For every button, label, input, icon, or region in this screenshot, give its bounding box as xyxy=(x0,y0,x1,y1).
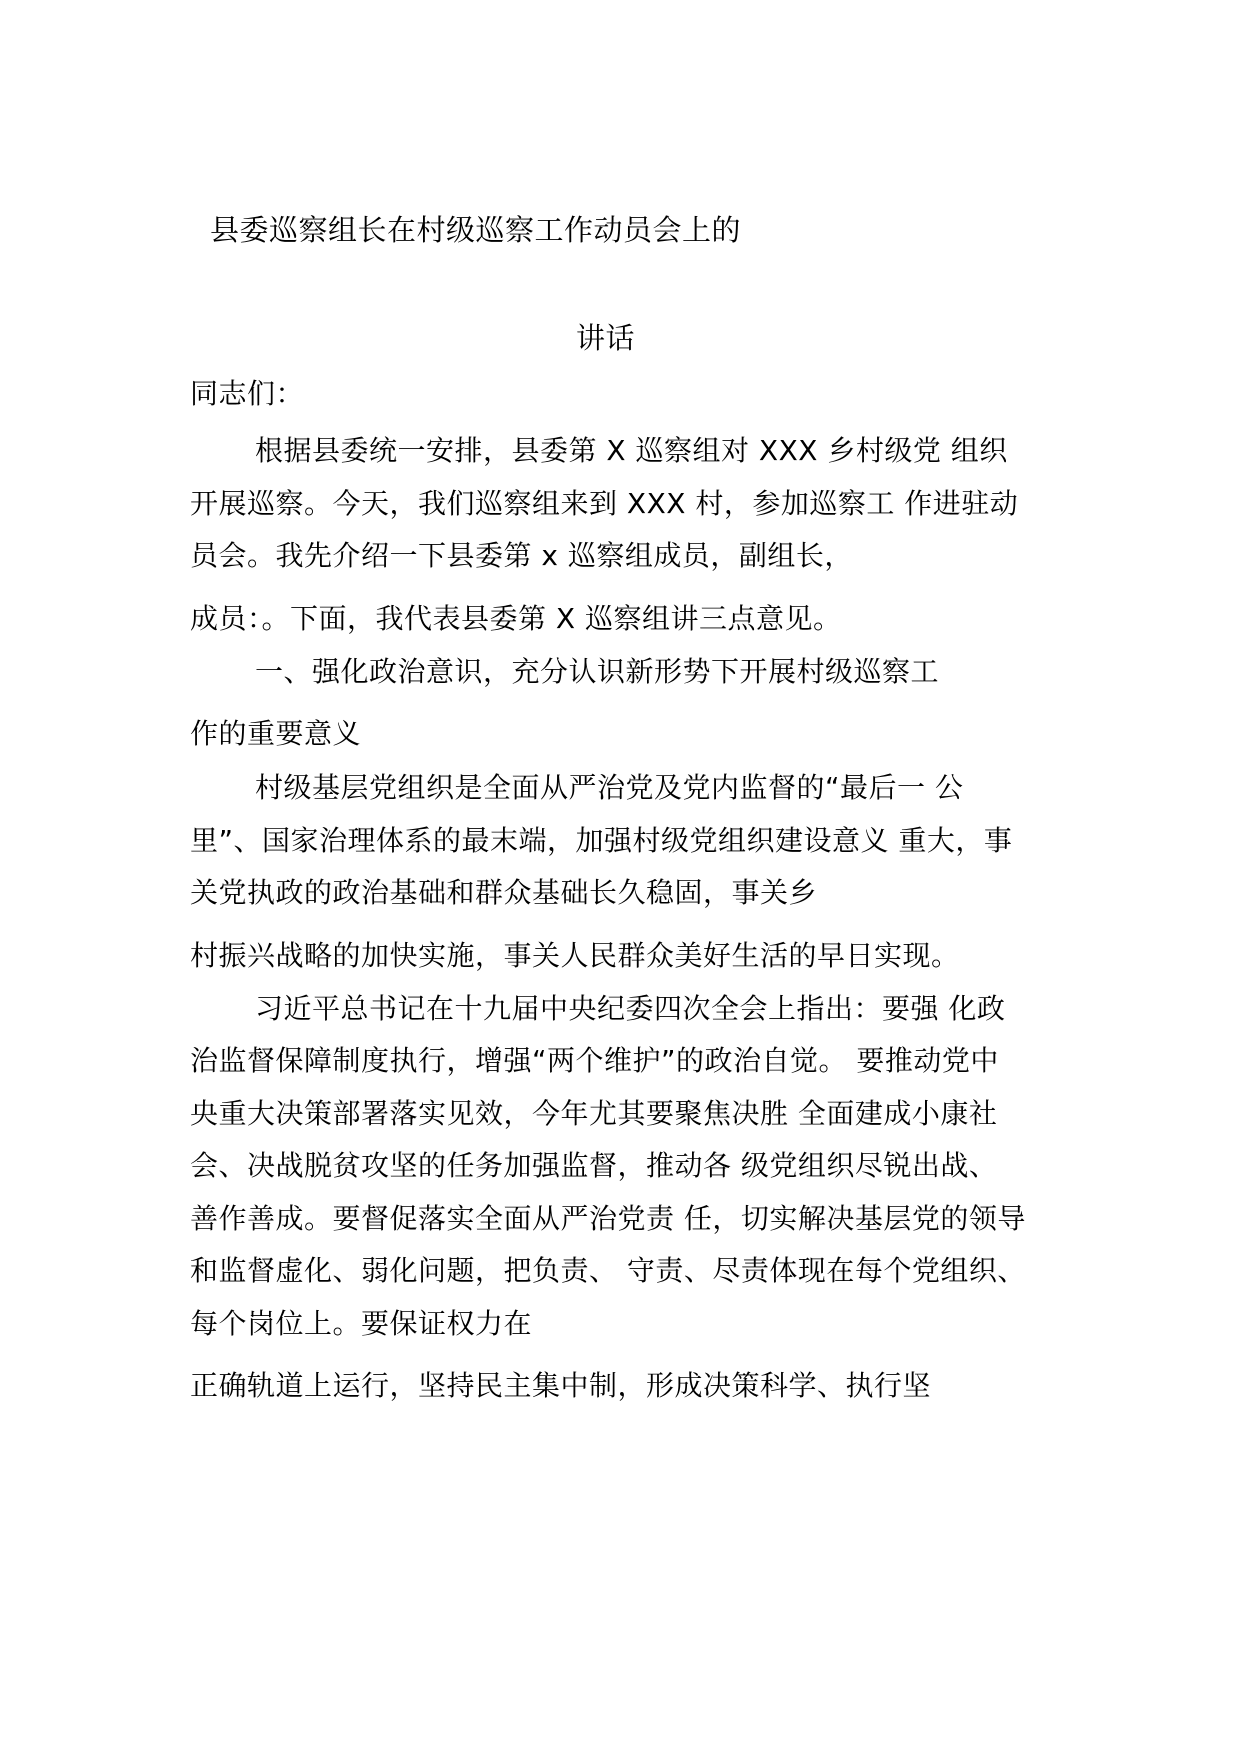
body-line: 和监督虚化、弱化问题，把负责、 守责、尽责体现在每个党组织、 xyxy=(190,1254,1026,1287)
body-line: 央重大决策部署落实见效，今年尤其要聚焦决胜 全面建成小康社 xyxy=(190,1097,998,1130)
document-title-line-2: 讲话 xyxy=(576,321,636,355)
document-title-line-1: 县委巡察组长在村级巡察工作动员会上的 xyxy=(210,213,742,247)
body-line: 会、决战脱贫攻坚的任务加强监督，推动各 级党组织尽锐出战、 xyxy=(190,1149,998,1182)
section-heading-1-cont: 作的重要意义 xyxy=(190,717,362,750)
body-line: 治监督保障制度执行，增强“两个维护”的政治自觉。 要推动党中 xyxy=(190,1044,999,1077)
body-line: 关党执政的政治基础和群众基础长久稳固，事关乡 xyxy=(190,876,818,909)
body-line: 村级基层党组织是全面从严治党及党内监督的“最后一 公 xyxy=(255,771,964,804)
body-line: 村振兴战略的加快实施，事关人民群众美好生活的早日实现。 xyxy=(190,939,960,972)
body-line: 成员：。下面，我代表县委第 X 巡察组讲三点意见。 xyxy=(190,602,842,635)
body-line: 里”、国家治理体系的最末端，加强村级党组织建设意义 重大，事 xyxy=(190,824,1013,857)
body-line: 根据县委统一安排，县委第 X 巡察组对 XXX 乡村级党 组织 xyxy=(255,434,1008,467)
body-line: 员会。我先介绍一下县委第 x 巡察组成员，副组长， xyxy=(190,539,853,572)
body-line: 每个岗位上。要保证权力在 xyxy=(190,1307,533,1340)
salutation: 同志们： xyxy=(190,377,305,410)
body-line: 善作善成。要督促落实全面从严治党责 任，切实解决基层党的领导 xyxy=(190,1202,1026,1235)
body-line: 开展巡察。今天，我们巡察组来到 XXX 村，参加巡察工 作进驻动 xyxy=(190,487,1019,520)
section-heading-1: 一、强化政治意识，充分认识新形势下开展村级巡察工 xyxy=(255,655,940,688)
body-line: 正确轨道上运行，坚持民主集中制，形成决策科学、执行坚 xyxy=(190,1369,932,1402)
body-line: 习近平总书记在十九届中央纪委四次全会上指出：要强 化政 xyxy=(255,992,1006,1025)
